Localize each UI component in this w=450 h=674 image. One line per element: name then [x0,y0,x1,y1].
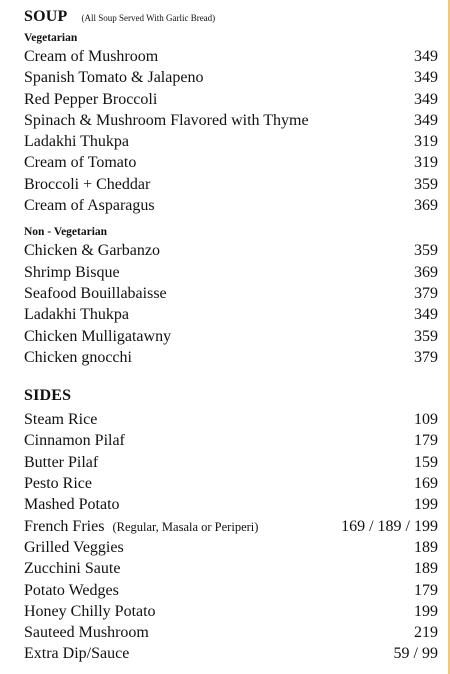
menu-item-row [24,622,438,643]
menu-item-price: 319 [414,133,438,151]
spacer [24,216,438,224]
menu-item-row [24,580,438,601]
menu-item-name: Broccoli + Cheddar [24,175,151,193]
menu-item-row [24,195,438,216]
menu-item-row [24,409,438,430]
menu-item-price: 359 [414,242,438,260]
menu-item-price: 369 [414,263,438,281]
menu-item-name: Red Pepper Broccoli [24,90,158,108]
menu-item-row [24,262,438,283]
menu-item-price: 379 [414,348,438,366]
menu-item-name: Cream of Tomato [24,154,137,172]
menu-item-name: Cream of Mushroom [24,48,159,65]
menu-item-price: 219 [414,624,438,642]
menu-item-name-group [24,195,155,216]
menu-item-price: 199 [414,602,438,620]
menu-item-row [24,46,438,67]
menu-item-row [24,326,438,347]
menu-item-price: 349 [414,306,438,324]
menu-item-price: 349 [414,48,438,65]
menu-item-name: Chicken gnocchi [24,348,132,366]
menu-item-name: Spanish Tomato & Jalapeno [24,69,204,87]
menu-item-price: 359 [414,175,438,193]
menu-item-name-group [24,110,309,131]
sides-title: SIDES [24,387,72,405]
menu-item-name-group [24,409,97,430]
menu-item-price: 189 [414,538,438,556]
soup-note: (All Soup Served With Garlic Bread) [81,13,216,23]
menu-item-name-group [24,643,129,664]
non-vegetarian-heading: Non - Vegetarian [24,226,108,239]
menu-item-name-group [24,452,98,473]
menu-item-name-group [24,240,160,261]
menu-item-name-group [24,580,119,601]
menu-item-name: Sauteed Mushroom [24,624,149,642]
menu-item-row [24,240,438,261]
menu-item-name: Steam Rice [24,411,98,429]
menu-item-name: Mashed Potato [24,496,120,514]
menu-item-name: Ladakhi Thukpa [24,133,130,151]
menu-item-name: Ladakhi Thukpa [24,306,130,324]
spacer [24,368,438,387]
menu-item-price: 349 [414,69,438,87]
menu-item-price: 179 [414,581,438,599]
menu-item-note: (Regular, Masala or Periperi) [112,519,259,534]
menu-item-row [24,452,438,473]
menu-item-price: 159 [414,453,438,471]
menu-item-price: 349 [414,90,438,108]
menu-item-row [24,643,438,664]
menu-item-name-group [24,473,92,494]
menu-item-name: French Fries [24,517,105,535]
menu-item-price: 379 [414,284,438,302]
menu-item-price: 109 [414,411,438,429]
menu-item-name-group [24,262,120,283]
menu-item-name: Honey Chilly Potato [24,602,156,620]
menu-item-row [24,283,438,304]
vegetarian-soup-list [24,46,438,216]
menu-item-price: 369 [414,197,438,215]
menu-item-name: Extra Dip/Sauce [24,645,130,663]
menu-item-row [24,430,438,451]
menu-item-price: 179 [414,432,438,450]
menu-item-name: Butter Pilaf [24,453,99,471]
menu-item-name-group [24,516,258,538]
menu-item-name: Shrimp Bisque [24,263,120,281]
menu-item-name: Chicken Mulligatawny [24,327,172,345]
menu-item-row [24,174,438,195]
sides-section-header [24,387,438,409]
menu-item-name: Seafood Bouillabaisse [24,284,167,302]
menu-item-row [24,67,438,88]
menu-item-name-group [24,152,136,173]
menu-item-price: 169 / 189 / 199 [341,517,438,535]
menu-item-name-group [24,174,150,195]
menu-item-name-group [24,537,124,558]
menu-item-name-group [24,430,125,451]
soup-title: SOUP [24,8,68,25]
menu-item-name-group [24,601,156,622]
menu-item-price: 359 [414,327,438,345]
menu-item-row [24,131,438,152]
menu-item-name-group [24,494,120,515]
menu-item-name-group [24,283,167,304]
vegetarian-heading: Vegetarian [24,32,78,44]
menu-item-price: 319 [414,154,438,172]
menu-item-price: 189 [414,560,438,578]
menu-item-row [24,347,438,368]
menu-item-row [24,110,438,131]
menu-item-row [24,537,438,558]
menu-item-name: Potato Wedges [24,581,119,599]
menu-item-row [24,494,438,515]
menu-item-name-group [24,347,132,368]
menu-item-name: Cinnamon Pilaf [24,432,125,450]
menu-item-row [24,558,438,579]
menu-item-name: Grilled Veggies [24,538,124,556]
menu-item-name-group [24,622,149,643]
menu-item-price: 199 [414,496,438,514]
menu-item-name: Chicken & Garbanzo [24,242,160,260]
menu-item-row [24,304,438,325]
menu-item-name: Zucchini Saute [24,560,121,578]
soup-section-header [24,8,438,30]
menu-item-name-group [24,326,171,347]
menu-item-price: 59 / 99 [393,645,438,663]
menu-item-name-group [24,304,129,325]
menu-item-name: Cream of Asparagus [24,197,155,215]
menu-item-price: 169 [414,475,438,493]
menu-item-name-group [24,558,120,579]
sides-list [24,409,438,665]
menu-item-name: Pesto Rice [24,475,92,493]
menu-item-row [24,516,438,537]
menu-item-row [24,152,438,173]
menu-page [24,8,438,665]
menu-item-name: Spinach & Mushroom Flavored with Thyme [24,111,309,129]
menu-item-name-group [24,46,158,67]
menu-item-price: 349 [414,111,438,129]
menu-item-name-group [24,131,129,152]
menu-item-row [24,473,438,494]
menu-item-row [24,601,438,622]
menu-item-name-group [24,89,157,110]
menu-item-name-group [24,67,203,88]
menu-item-row [24,89,438,110]
non-vegetarian-soup-list [24,240,438,368]
